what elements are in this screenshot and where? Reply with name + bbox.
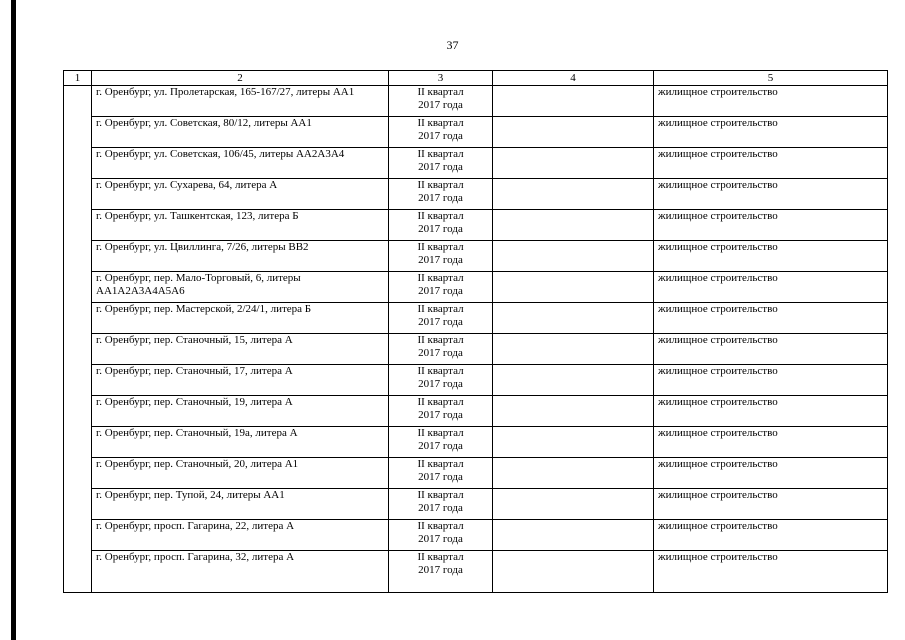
period-quarter: II квартал bbox=[417, 551, 464, 563]
address-cell: г. Оренбург, пер. Станочный, 17, литера А bbox=[92, 365, 389, 396]
period-year: 2017 года bbox=[418, 99, 463, 111]
table-row bbox=[64, 303, 888, 334]
page-number: 37 bbox=[446, 38, 459, 52]
col4-cell bbox=[493, 117, 654, 148]
table-row bbox=[64, 86, 888, 117]
col4-cell bbox=[493, 272, 654, 303]
col4-cell bbox=[493, 458, 654, 489]
period-quarter: II квартал bbox=[417, 148, 464, 160]
col4-cell bbox=[493, 427, 654, 458]
table-row bbox=[64, 520, 888, 551]
period-cell bbox=[389, 303, 493, 334]
period-year: 2017 года bbox=[418, 409, 463, 421]
purpose-cell: жилищное строительство bbox=[654, 117, 888, 148]
col4-cell bbox=[493, 551, 654, 593]
purpose-cell: жилищное строительство bbox=[654, 489, 888, 520]
address-cell: г. Оренбург, ул. Советская, 106/45, литеры АА2А3А4 bbox=[92, 148, 389, 179]
purpose-cell: жилищное строительство bbox=[654, 396, 888, 427]
period-quarter: II квартал bbox=[417, 520, 464, 532]
purpose-cell: жилищное строительство bbox=[654, 272, 888, 303]
period-year: 2017 года bbox=[418, 130, 463, 142]
table-row bbox=[64, 210, 888, 241]
col4-cell bbox=[493, 241, 654, 272]
address-cell: г. Оренбург, пер. Мастерской, 2/24/1, литера Б bbox=[92, 303, 389, 334]
address-cell: г. Оренбург, пер. Мало-Торговый, 6, литеры АА1А2А3А4А5А6 bbox=[92, 272, 389, 303]
address-cell: г. Оренбург, пер. Станочный, 19а, литера А bbox=[92, 427, 389, 458]
address-cell: г. Оренбург, ул. Советская, 80/12, литеры АА1 bbox=[92, 117, 389, 148]
header-col-2: 2 bbox=[92, 71, 389, 86]
purpose-cell: жилищное строительство bbox=[654, 86, 888, 117]
period-year: 2017 года bbox=[418, 223, 463, 235]
period-year: 2017 года bbox=[418, 564, 463, 576]
period-quarter: II квартал bbox=[417, 489, 464, 501]
address-cell: г. Оренбург, ул. Ташкентская, 123, литера Б bbox=[92, 210, 389, 241]
period-year: 2017 года bbox=[418, 316, 463, 328]
period-quarter: II квартал bbox=[417, 117, 464, 129]
period-quarter: II квартал bbox=[417, 241, 464, 253]
col4-cell bbox=[493, 334, 654, 365]
period-quarter: II квартал bbox=[417, 86, 464, 98]
purpose-cell: жилищное строительство bbox=[654, 241, 888, 272]
col4-cell bbox=[493, 489, 654, 520]
period-year: 2017 года bbox=[418, 161, 463, 173]
period-quarter: II квартал bbox=[417, 396, 464, 408]
col4-cell bbox=[493, 86, 654, 117]
address-cell: г. Оренбург, пер. Станочный, 19, литера А bbox=[92, 396, 389, 427]
period-year: 2017 года bbox=[418, 192, 463, 204]
period-cell bbox=[389, 86, 493, 117]
col4-cell bbox=[493, 148, 654, 179]
purpose-cell: жилищное строительство bbox=[654, 365, 888, 396]
purpose-cell: жилищное строительство bbox=[654, 303, 888, 334]
header-col-1: 1 bbox=[64, 71, 92, 86]
address-cell: г. Оренбург, пер. Тупой, 24, литеры АА1 bbox=[92, 489, 389, 520]
period-cell bbox=[389, 365, 493, 396]
period-cell bbox=[389, 210, 493, 241]
col4-cell bbox=[493, 179, 654, 210]
address-cell: г. Оренбург, ул. Пролетарская, 165-167/27, литеры АА1 bbox=[92, 86, 389, 117]
period-year: 2017 года bbox=[418, 471, 463, 483]
address-cell: г. Оренбург, просп. Гагарина, 22, литера А bbox=[92, 520, 389, 551]
row-number-cell bbox=[64, 86, 92, 593]
period-quarter: II квартал bbox=[417, 272, 464, 284]
address-cell: г. Оренбург, пер. Станочный, 15, литера А bbox=[92, 334, 389, 365]
purpose-cell: жилищное строительство bbox=[654, 520, 888, 551]
table-header-row bbox=[64, 71, 888, 86]
period-cell bbox=[389, 520, 493, 551]
period-cell bbox=[389, 427, 493, 458]
col4-cell bbox=[493, 303, 654, 334]
period-quarter: II квартал bbox=[417, 210, 464, 222]
period-quarter: II квартал bbox=[417, 179, 464, 191]
col4-cell bbox=[493, 396, 654, 427]
purpose-cell: жилищное строительство bbox=[654, 148, 888, 179]
table-row bbox=[64, 551, 888, 593]
purpose-cell: жилищное строительство bbox=[654, 427, 888, 458]
period-cell bbox=[389, 148, 493, 179]
purpose-cell: жилищное строительство bbox=[654, 551, 888, 593]
scan-margin-bar bbox=[11, 0, 16, 640]
table-body bbox=[64, 86, 888, 593]
table-row bbox=[64, 458, 888, 489]
table-row bbox=[64, 427, 888, 458]
table-row bbox=[64, 117, 888, 148]
period-cell bbox=[389, 458, 493, 489]
purpose-cell: жилищное строительство bbox=[654, 334, 888, 365]
period-cell bbox=[389, 272, 493, 303]
address-cell: г. Оренбург, ул. Сухарева, 64, литера А bbox=[92, 179, 389, 210]
purpose-cell: жилищное строительство bbox=[654, 210, 888, 241]
header-col-3: 3 bbox=[389, 71, 493, 86]
period-cell bbox=[389, 117, 493, 148]
table-row bbox=[64, 334, 888, 365]
col4-cell bbox=[493, 520, 654, 551]
period-cell bbox=[389, 334, 493, 365]
period-year: 2017 года bbox=[418, 285, 463, 297]
period-cell bbox=[389, 179, 493, 210]
period-quarter: II квартал bbox=[417, 365, 464, 377]
period-year: 2017 года bbox=[418, 378, 463, 390]
period-cell bbox=[389, 489, 493, 520]
period-year: 2017 года bbox=[418, 254, 463, 266]
period-quarter: II квартал bbox=[417, 303, 464, 315]
table-row bbox=[64, 272, 888, 303]
table-row bbox=[64, 396, 888, 427]
table-row bbox=[64, 179, 888, 210]
address-cell: г. Оренбург, просп. Гагарина, 32, литера А bbox=[92, 551, 389, 593]
period-cell bbox=[389, 551, 493, 593]
land-plots-table bbox=[63, 70, 888, 593]
period-year: 2017 года bbox=[418, 502, 463, 514]
purpose-cell: жилищное строительство bbox=[654, 458, 888, 489]
table-row bbox=[64, 148, 888, 179]
table-row bbox=[64, 365, 888, 396]
period-year: 2017 года bbox=[418, 533, 463, 545]
period-cell bbox=[389, 241, 493, 272]
period-year: 2017 года bbox=[418, 440, 463, 452]
table-row bbox=[64, 241, 888, 272]
address-cell: г. Оренбург, пер. Станочный, 20, литера А1 bbox=[92, 458, 389, 489]
address-cell: г. Оренбург, ул. Цвиллинга, 7/26, литеры ВВ2 bbox=[92, 241, 389, 272]
header-col-4: 4 bbox=[493, 71, 654, 86]
period-cell bbox=[389, 396, 493, 427]
period-quarter: II квартал bbox=[417, 334, 464, 346]
col4-cell bbox=[493, 210, 654, 241]
period-year: 2017 года bbox=[418, 347, 463, 359]
period-quarter: II квартал bbox=[417, 427, 464, 439]
purpose-cell: жилищное строительство bbox=[654, 179, 888, 210]
table-row bbox=[64, 489, 888, 520]
period-quarter: II квартал bbox=[417, 458, 464, 470]
header-col-5: 5 bbox=[654, 71, 888, 86]
col4-cell bbox=[493, 365, 654, 396]
